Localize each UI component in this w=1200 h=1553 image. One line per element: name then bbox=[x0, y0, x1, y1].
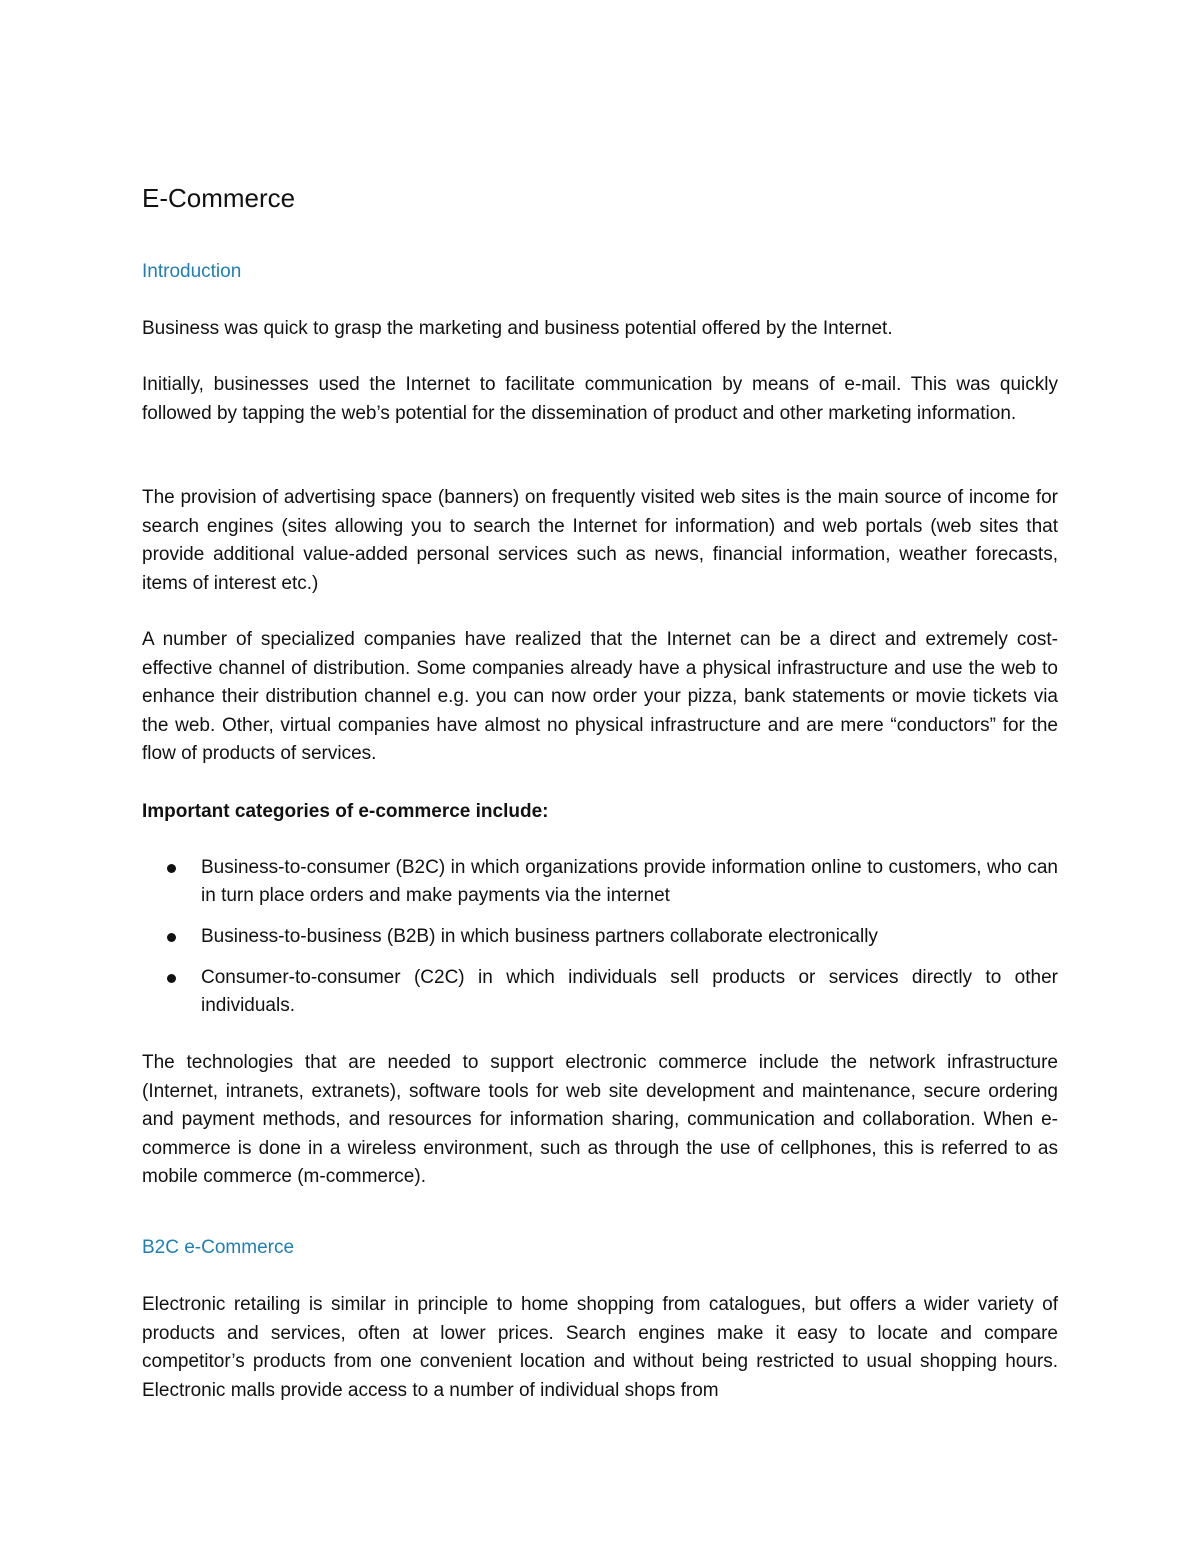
categories-list bbox=[142, 854, 1058, 1033]
intro-paragraph-3: The provision of advertising space (banners) on frequently visited web sites is the main source of income for search engines (sites allowing you to search the Internet for information) and web portals (web sites that provide additional value-added personal services such as news, financial information, weather forecasts, items of interest etc.) bbox=[142, 487, 1058, 594]
list-item bbox=[142, 854, 1058, 910]
b2c-paragraph: Electronic retailing is similar in principle to home shopping from catalogues, but offers a wider variety of products and services, often at lower prices. Search engines make it easy to locate and compare competitor’s products from one convenient location and without being restricted to usual shopping hours. Electronic malls provide access to a number of individual shops from bbox=[142, 1294, 1058, 1401]
list-item-text: Business-to-business (B2B) in which business partners collaborate electronically bbox=[201, 926, 878, 947]
categories-heading: Important categories of e-commerce include: bbox=[142, 801, 549, 822]
list-item-text: Consumer-to-consumer (C2C) in which individuals sell products or services directly to other individuals. bbox=[201, 967, 1058, 1016]
intro-paragraph-1: Business was quick to grasp the marketing and business potential offered by the Internet. bbox=[142, 318, 893, 339]
list-item bbox=[142, 964, 1058, 1020]
list-item-text: Business-to-consumer (B2C) in which organizations provide information online to customers, who can in turn place orders and make payments via the internet bbox=[201, 857, 1058, 906]
intro-paragraph-4: A number of specialized companies have realized that the Internet can be a direct and extremely cost-effective channel of distribution. Some companies already have a physical infrastructure and use the web to enhance their distribution channel e.g. you can now order your pizza, bank statements or movie tickets via the web. Other, virtual companies have almost no physical infrastructure and are mere “conductors” for the flow of products of services. bbox=[142, 629, 1058, 764]
bullet-icon bbox=[167, 933, 176, 942]
technologies-paragraph: The technologies that are needed to support electronic commerce include the network infrastructure (Internet, intranets, extranets), software tools for web site development and maintenance, secure ordering and payment methods, and resources for information sharing, communication and collaboration. When e-commerce is done in a wireless environment, such as through the use of cellphones, this is referred to as mobile commerce (m-commerce). bbox=[142, 1052, 1058, 1187]
section-heading-b2c: B2C e-Commerce bbox=[142, 1237, 295, 1258]
document-title: E-Commerce bbox=[142, 183, 296, 213]
bullet-icon bbox=[167, 974, 176, 983]
section-heading-introduction: Introduction bbox=[142, 261, 242, 282]
bullet-icon bbox=[167, 864, 176, 873]
intro-paragraph-2: Initially, businesses used the Internet to facilitate communication by means of e-mail. This was quickly followed by tapping the web’s potential for the dissemination of product and other marketing information. bbox=[142, 374, 1058, 424]
list-item bbox=[142, 923, 1058, 951]
